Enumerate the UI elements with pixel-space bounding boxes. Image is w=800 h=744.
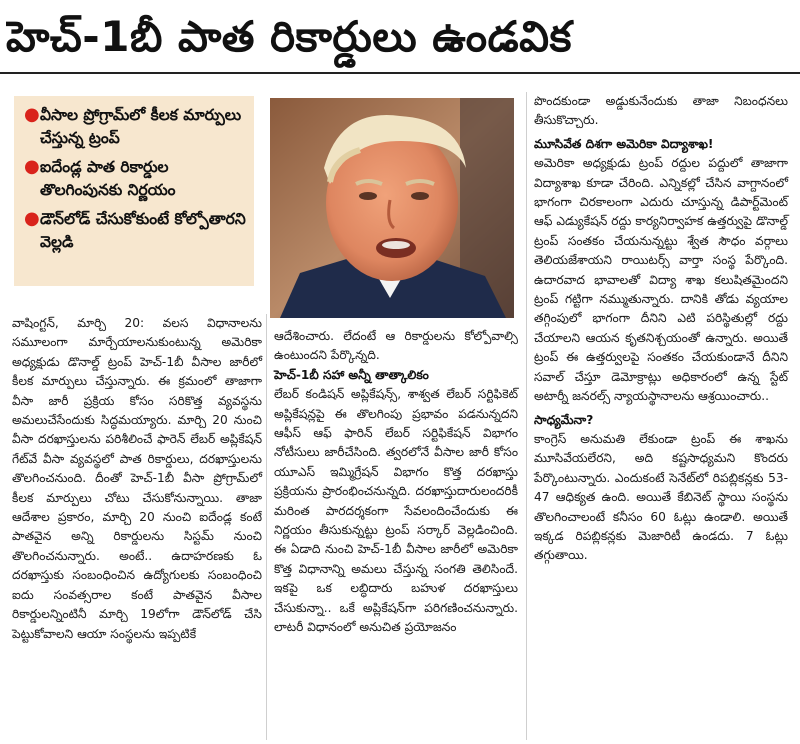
column-divider [266, 314, 267, 740]
subheading: సాధ్యమేనా? [534, 412, 594, 427]
article-column-1 [12, 314, 262, 644]
headline: హెచ్-1బీ పాత రికార్డులు ఉండవిక [6, 12, 572, 61]
column-divider [526, 92, 527, 740]
subheading: హెచ్-1బీ సహా అన్నీ తాత్కాలికం [274, 367, 429, 382]
highlight-text: వీసాల ప్రోగ్రామ్‌లో కీలక మార్పులు చేస్తున్న ట్రంప్ [40, 106, 242, 147]
article-column-3 [534, 92, 788, 566]
highlight-text: ఐదేండ్ల పాత రికార్డుల తొలగింపునకు నిర్ణయం [40, 158, 176, 199]
subheading: మూసివేత దిశగా అమెరికా విద్యాశాఖ! [534, 136, 714, 151]
bullet-icon: ● [24, 156, 40, 177]
article-column-2 [274, 327, 518, 638]
paragraph: ఆదేశించారు. లేదంటే ఆ రికార్డులను కోల్పోవాల్సి ఉంటుందని పేర్కొన్నది. [274, 329, 518, 363]
headline-rule [0, 72, 800, 74]
paragraph: కాంగ్రెస్ అనుమతి లేకుండా ట్రంప్ ఈ శాఖను మూసివేయలేరని, అది కష్టసాధ్యమని కొందరు పేర్కొంటున్నారు. ఎందుకంటే సెనేట్‌లో రిపబ్లికన్లకు 53-47 ఆధిక్యత ఉంది. అయితే కేబినెట్ స్థాయి సంస్థను తొలగించాలంటే కనీసం 60 ఓట్లు ఉండాలి. అయితే ఇక్కడ రిపబ్లికన్లకు మెజారిటీ ఉండదు. 7 ఓట్లు తగ్గుతాయి. [534, 431, 788, 563]
highlight-item [24, 156, 246, 202]
paragraph: పొందకుండా అడ్డుకునేందుకు తాజా నిబంధనలు తీసుకొచ్చారు. [534, 94, 788, 128]
bullet-icon: ● [24, 104, 40, 125]
bullet-icon: ● [24, 208, 40, 229]
trump-photo [270, 98, 514, 318]
highlight-item [24, 208, 246, 254]
highlight-text: డౌన్‌లోడ్ చేసుకోకుంటే కోల్పోతారని వెల్లడి [40, 210, 246, 251]
paragraph: లేబర్ కండిషన్ అప్లికేషన్స్, శాశ్వత లేబర్ సర్టిఫికెట్ అప్లికేషన్లపై ఈ తొలగింపు ప్రభావం పడనున్నదని ఆఫీస్ ఆఫ్ ఫారిన్ లేబర్ సర్టిఫికేషన్ విభాగం నోటీసులు జారీచేసింది. త్వరలోనే వీసాల జారీ కోసం యూఎస్ ఇమ్మిగ్రేషన్ విభాగం కొత్త దరఖాస్తు ప్రక్రియను ప్రారంభించనున్నది. దరఖాస్తుదారులందరికీ మరింత పారదర్శకంగా సేవలందించేందుకు ఈ నిర్ణయం తీసుకున్నట్టు ట్రంప్ సర్కార్ వెల్లడించింది. ఈ ఏడాది నుంచి హెచ్-1బీ వీసాల జారీలో అమెరికా కొత్త విధానాన్ని అమలు చేస్తున్న సంగతి తెలిసిందే. ఇకపై ఒక లబ్ధిదారు బహుళ దరఖాస్తులు చేసుకున్నా.. ఒకే అప్లికేషన్‌గా పరిగణించనున్నారు. లాటరీ విధానంలో అనుచిత ప్రయోజనం [274, 387, 518, 635]
paragraph: అమెరికా అధ్యక్షుడు ట్రంప్ రద్దుల పద్దులో తాజాగా విద్యాశాఖ కూడా చేరింది. ఎన్నికల్లో చేసిన వాగ్దానంలో భాగంగా చిరకాలంగా ఎదురు చూస్తున్న డిపార్ట్‌మెంట్ ఆఫ్ ఎడ్యుకేషన్ రద్దు కార్యనిర్వాహక ఉత్తర్వుపై డొనాల్డ్ ట్రంప్ సంతకం చేయనున్నట్టు శ్వేత సౌధం వర్గాలు తెలియజేశాయని రాయిటర్స్ వార్తా సంస్థ పేర్కొంది. ఉదారవాద భావాలతో విద్యా శాఖ కలుషితమైందని ట్రంప్ గట్టిగా నమ్ముతున్నారు. దానికి తోడు వ్యయాల తగ్గింపులో భాగంగా దీనిని ఎటి పరిస్థితుల్లో రద్దు చేయాలని ఆయన కృతనిశ్చయంతో ఉన్నారు. అయితే ట్రంప్ ఈ ఉత్తర్వులపై సంతకం చేయకుండానే దీనిని సవాల్ చేస్తూ డెమోక్రాట్లు అధికారంలో ఉన్న స్టేట్ అటార్నీ జనరల్స్ న్యాయస్థానాలను ఆశ్రయించారు.. [534, 156, 788, 404]
highlight-item [24, 104, 246, 150]
portrait-photo-icon [270, 98, 514, 318]
paragraph: వాషింగ్టన్, మార్చి 20: వలస విధానాలను సమూలంగా మార్చేయాలనుకుంటున్న అమెరికా అధ్యక్షుడు డొనాల్డ్ ట్రంప్ హెచ్-1బీ వీసాల జారీలో కీలక మార్పులు చేస్తున్నారు. ఈ క్రమంలో తాజాగా వీసా జారీ ప్రక్రియ కోసం సరికొత్త వ్యవస్థను అమలుచేసేందుకు సిద్ధమయ్యారు. మార్చి 20 నుంచి వీసా దరఖాస్తులను పరిశీలించే ఫారెన్ లేబర్ అప్లికేషన్ గేట్‌వే వీసా వ్యవస్థలో పాత రికార్డులు, దరఖాస్తులను తొలగించనుంది. దీంతో హెచ్-1బీ వీసా ప్రోగ్రామ్‌లో కీలక మార్పులు చోటు చేసుకోనున్నాయి. తాజా ఆదేశాల ప్రకారం, మార్చి 20 నుంచి ఐదేండ్ల కంటే పాతవైన అన్ని రికార్డులను సిస్టమ్ నుంచి తొలగించనున్నారు. అంటే.. ఉదాహరణకు ఓ దరఖాస్తుకు సంబంధించిన ఉద్యోగులకు సంబంధించి ఐదు సంవత్సరాల కంటే పాతవైన వీసాల రికార్డులన్నింటినీ మార్చి 19లోగా డౌన్‌లోడ్ చేసి పెట్టుకోవాలని ఆయా సంస్థలను ఇప్పటికే [12, 316, 262, 641]
highlights-box [14, 96, 254, 286]
